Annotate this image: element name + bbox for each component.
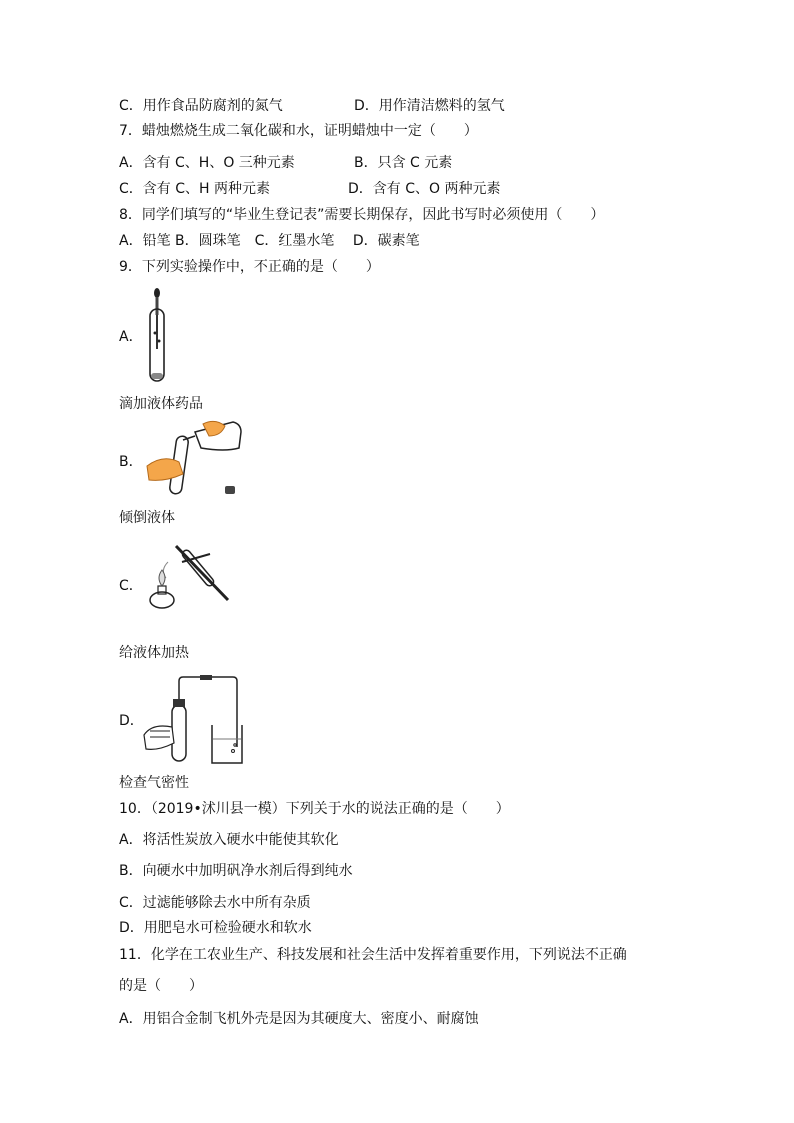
q11-stem-line2: 的是（ ） — [119, 978, 203, 994]
q9-option-d-letter: D． — [119, 713, 144, 729]
q7-option-c: C．含有 C、H 两种元素 — [119, 181, 270, 197]
q9-option-a-caption: 滴加液体药品 — [119, 396, 203, 412]
heating-liquid-illustration — [140, 542, 235, 610]
q6-option-d: D．用作清洁燃料的氢气 — [354, 98, 505, 114]
q7-option-b: B．只含 C 元素 — [354, 155, 453, 171]
q7-option-d: D．含有 C、O 两种元素 — [348, 181, 501, 197]
q10-option-c: C．过滤能够除去水中所有杂质 — [119, 895, 311, 911]
pouring-liquid-illustration — [145, 418, 245, 498]
q9-option-b-caption: 倾倒液体 — [119, 510, 175, 526]
q7-stem: 7．蜡烛燃烧生成二氧化碳和水，证明蜡烛中一定（ ） — [119, 123, 478, 139]
q9-option-d-caption: 检查气密性 — [119, 775, 189, 791]
gas-tightness-check-illustration — [140, 675, 246, 765]
q9-option-b-letter: B． — [119, 454, 143, 470]
q10-option-d: D．用肥皂水可检验硬水和软水 — [119, 920, 312, 936]
q9-stem: 9．下列实验操作中，不正确的是（ ） — [119, 259, 380, 275]
q10-option-a: A．将活性炭放入硬水中能使其软化 — [119, 832, 339, 848]
dropper-into-test-tube-illustration — [140, 287, 180, 385]
q10-option-b: B．向硬水中加明矾净水剂后得到纯水 — [119, 863, 353, 879]
q11-option-a: A．用铝合金制飞机外壳是因为其硬度大、密度小、耐腐蚀 — [119, 1011, 479, 1027]
q7-option-a: A．含有 C、H、O 三种元素 — [119, 155, 295, 171]
q10-stem: 10．（2019•沭川县一模）下列关于水的说法正确的是（ ） — [119, 801, 510, 817]
q6-option-c: C．用作食品防腐剂的氮气 — [119, 98, 283, 114]
q9-option-c-letter: C． — [119, 578, 143, 594]
q9-option-a-letter: A． — [119, 329, 143, 345]
q11-stem-line1: 11．化学在工农业生产、科技发展和社会生活中发挥着重要作用，下列说法不正确 — [119, 947, 627, 963]
q8-options: A．铅笔 B．圆珠笔 C．红墨水笔 D．碳素笔 — [119, 233, 420, 249]
q8-stem: 8．同学们填写的“毕业生登记表”需要长期保存，因此书写时必须使用（ ） — [119, 207, 605, 223]
q9-option-c-caption: 给液体加热 — [119, 645, 189, 661]
